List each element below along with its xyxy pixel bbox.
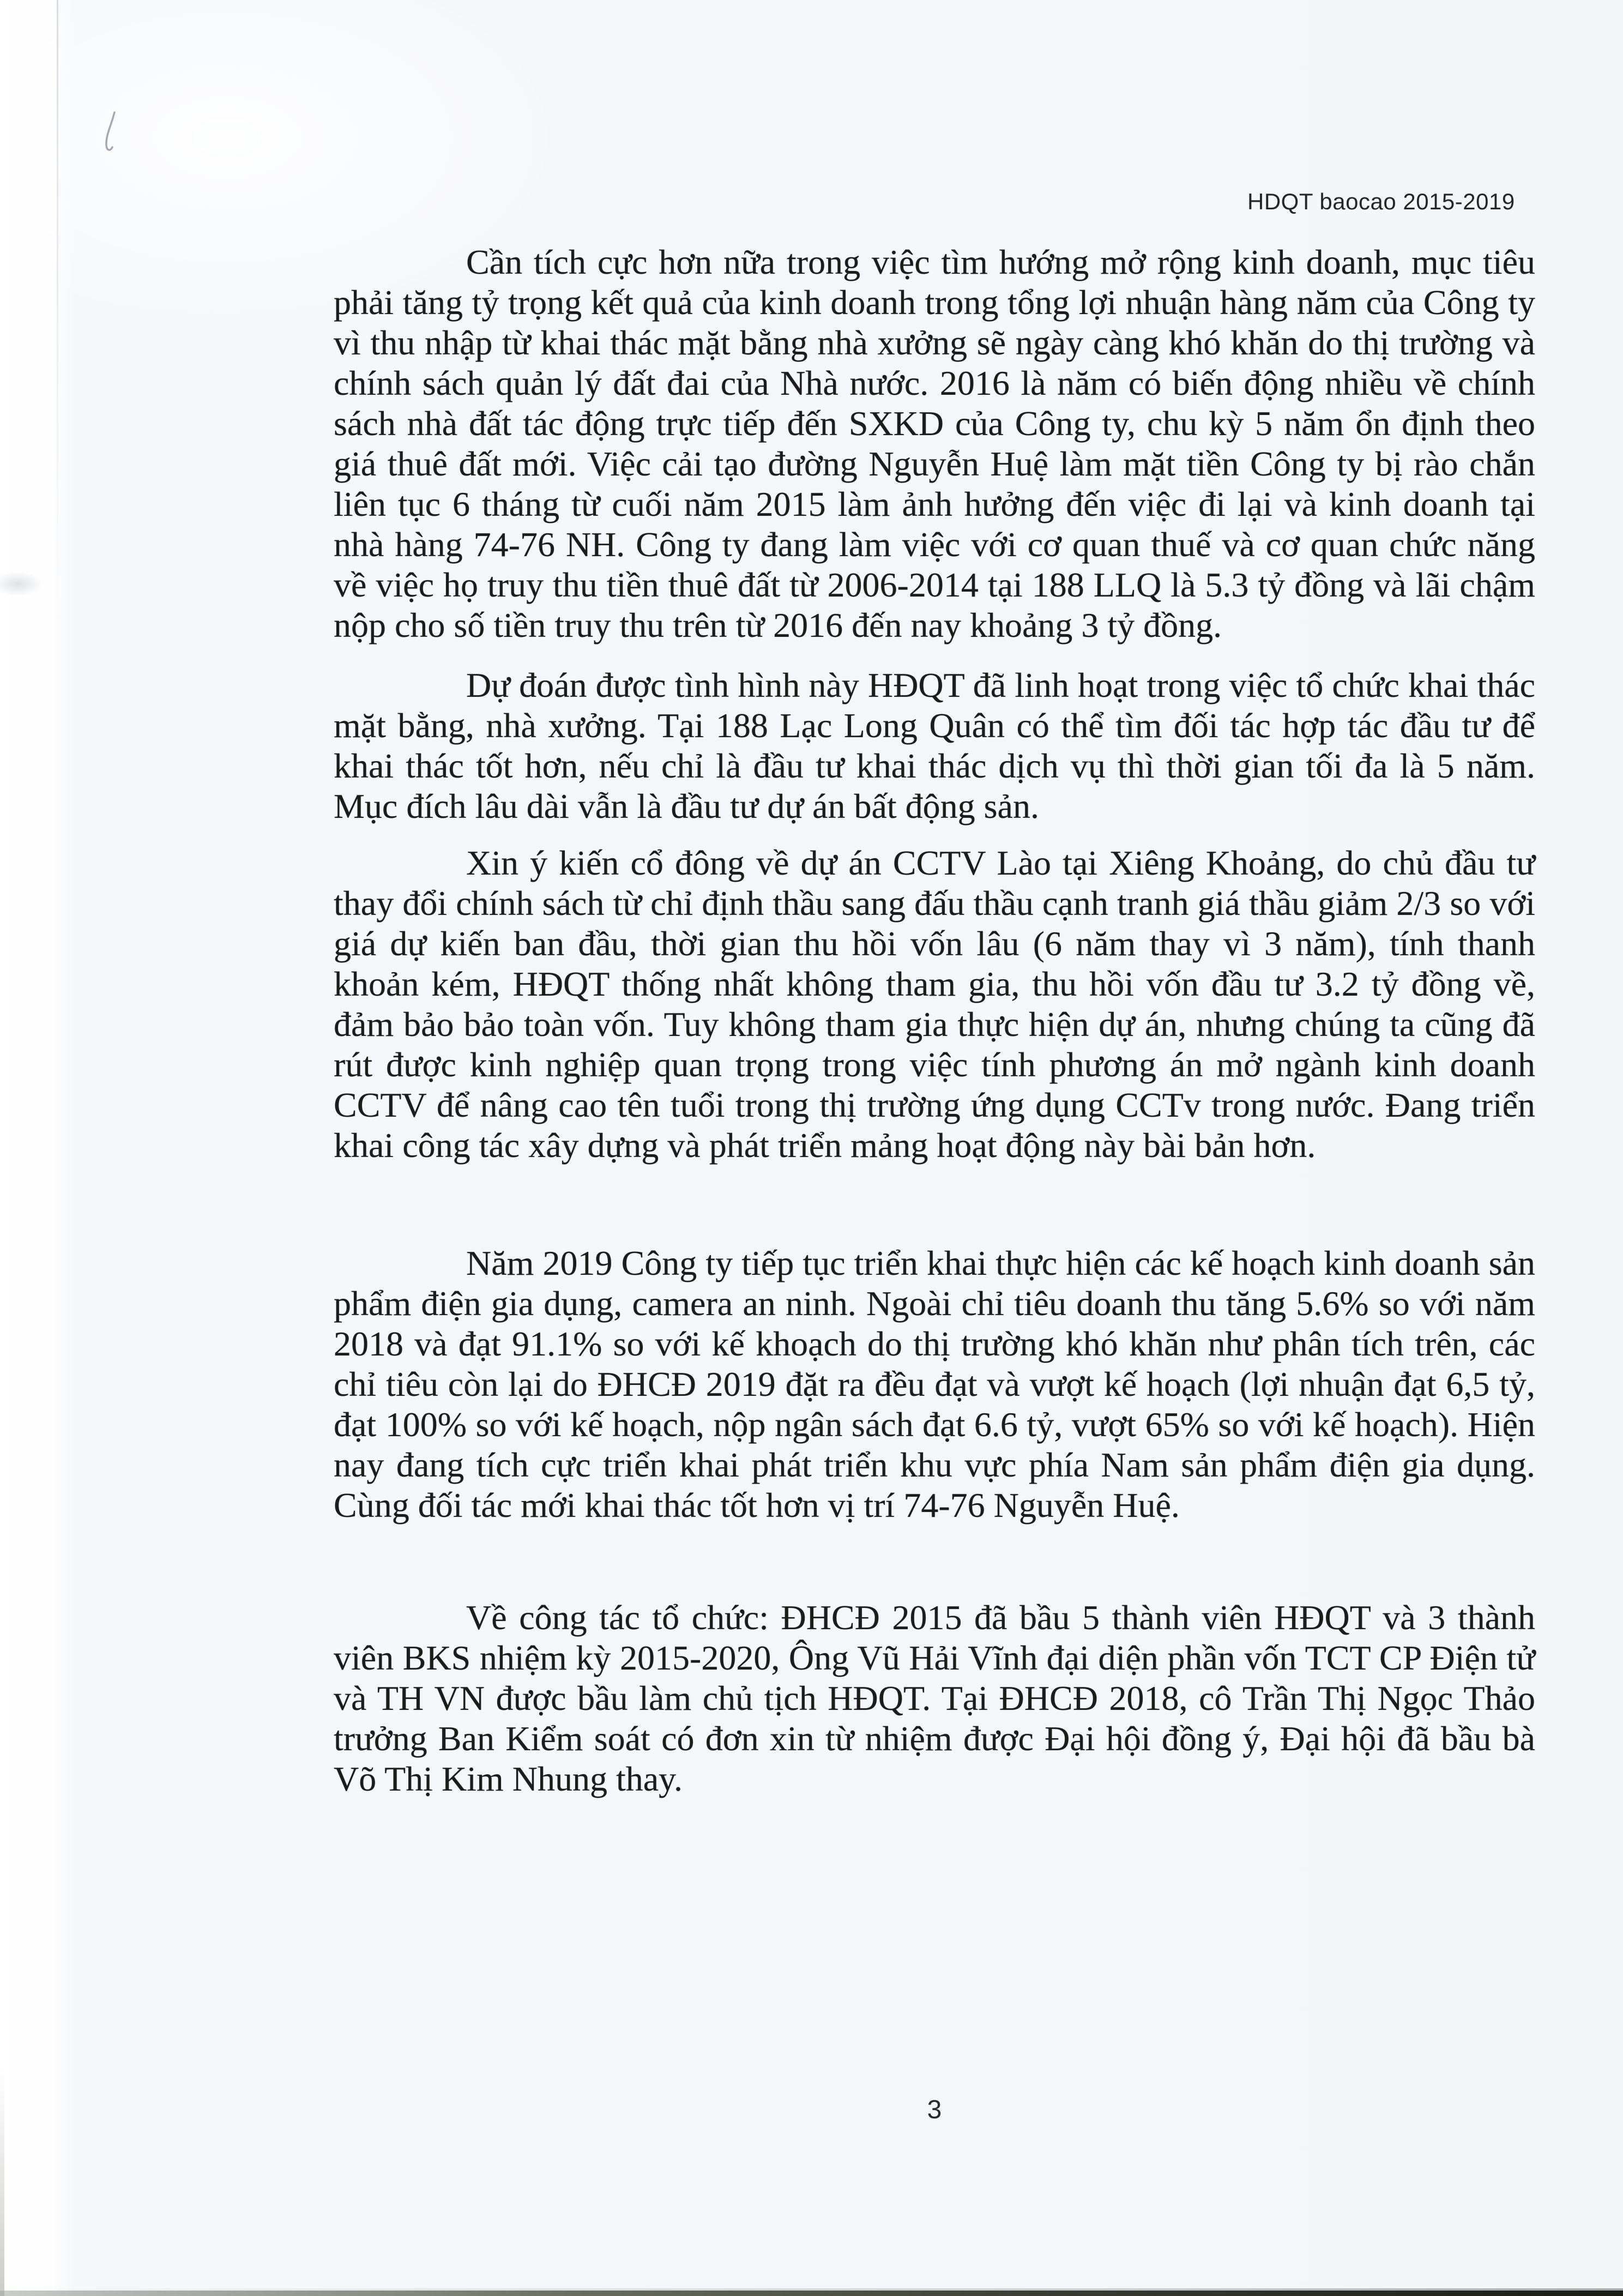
paper-crease-line: [57, 0, 58, 627]
scan-left-edge: [0, 2067, 4, 2296]
scan-bottom-edge: [0, 2291, 1623, 2296]
paragraph-3: Xin ý kiến cổ đông về dự án CCTV Lào tại Xiêng Khoảng, do chủ đầu tư thay đổi chính sách từ chỉ định thầu sang đấu thầu cạnh tranh giá thầu giảm 2/3 so với giá dự kiến ban đầu, thời gian thu hồi vốn lâu (6 năm thay vì 3 năm), tính thanh khoản kém, HĐQT thống nhất không tham gia, thu hồi vốn đầu tư 3.2 tỷ đồng về, đảm bảo bảo toàn vốn. Tuy không tham gia thực hiện dự án, nhưng chúng ta cũng đã rút được kinh nghiệp quan trọng trong việc tính phương án mở ngành kinh doanh CCTV để nâng cao tên tuổi trong thị trường ứng dụng CCTv trong nước. Đang triển khai công tác xây dựng và phát triển mảng hoạt động này bài bản hơn.: [334, 843, 1535, 1165]
document-body: [334, 242, 1535, 1799]
paragraph-2: Dự đoán được tình hình này HĐQT đã linh hoạt trong việc tổ chức khai thác mặt bằng, nhà xưởng. Tại 188 Lạc Long Quân có thể tìm đối tác hợp tác đầu tư để khai thác tốt hơn, nếu chỉ là đầu tư khai thác dịch vụ thì thời gian tối đa là 5 năm. Mục đích lâu dài vẫn là đầu tư dự án bất động sản.: [334, 666, 1535, 825]
scan-smudge: [0, 571, 43, 596]
pen-mark: [98, 109, 123, 164]
header-note: HDQT baocao 2015-2019: [1247, 189, 1515, 214]
paragraph-5: Về công tác tổ chức: ĐHCĐ 2015 đã bầu 5 thành viên HĐQT và 3 thành viên BKS nhiệm kỳ 2015-2020, Ông Vũ Hải Vĩnh đại diện phần vốn TCT CP Điện tử và TH VN được bầu làm chủ tịch HĐQT. Tại ĐHCĐ 2018, cô Trần Thị Ngọc Thảo trưởng Ban Kiểm soát có đơn xin từ nhiệm được Đại hội đồng ý, Đại hội đã bầu bà Võ Thị Kim Nhung thay.: [334, 1598, 1535, 1798]
paragraph-4: Năm 2019 Công ty tiếp tục triển khai thực hiện các kế hoạch kinh doanh sản phẩm điện gia dụng, camera an ninh. Ngoài chỉ tiêu doanh thu tăng 5.6% so với năm 2018 và đạt 91.1% so với kế khoạch do thị trường khó khăn như phân tích trên, các chỉ tiêu còn lại do ĐHCĐ 2019 đặt ra đều đạt và vượt kế hoạch (lợi nhuận đạt 6,5 tỷ, đạt 100% so với kế hoạch, nộp ngân sách đạt 6.6 tỷ, vượt 65% so với kế hoạch). Hiện nay đang tích cực triển khai phát triển khu vực phía Nam sản phẩm điện gia dụng. Cùng đối tác mới khai thác tốt hơn vị trí 74-76 Nguyễn Huệ.: [334, 1244, 1535, 1524]
page-number: 3: [927, 2095, 942, 2124]
paragraph-1: Cần tích cực hơn nữa trong việc tìm hướng mở rộng kinh doanh, mục tiêu phải tăng tỷ trọng kết quả của kinh doanh trong tổng lợi nhuận hàng năm của Công ty vì thu nhập từ khai thác mặt bằng nhà xưởng sẽ ngày càng khó khăn do thị trường và chính sách quản lý đất đai của Nhà nước. 2016 là năm có biến động nhiều về chính sách nhà đất tác động trực tiếp đến SXKD của Công ty, chu kỳ 5 năm ổn định theo giá thuê đất mới. Việc cải tạo đường Nguyễn Huệ làm mặt tiền Công ty bị rào chắn liên tục 6 tháng từ cuối năm 2015 làm ảnh hưởng đến việc đi lại và kinh doanh tại nhà hàng 74-76 NH. Công ty đang làm việc với cơ quan thuế và cơ quan chức năng về việc họ truy thu tiền thuê đất từ 2006-2014 tại 188 LLQ là 5.3 tỷ đồng và lãi chậm nộp cho số tiền truy thu trên từ 2016 đến nay khoảng 3 tỷ đồng.: [334, 243, 1535, 644]
